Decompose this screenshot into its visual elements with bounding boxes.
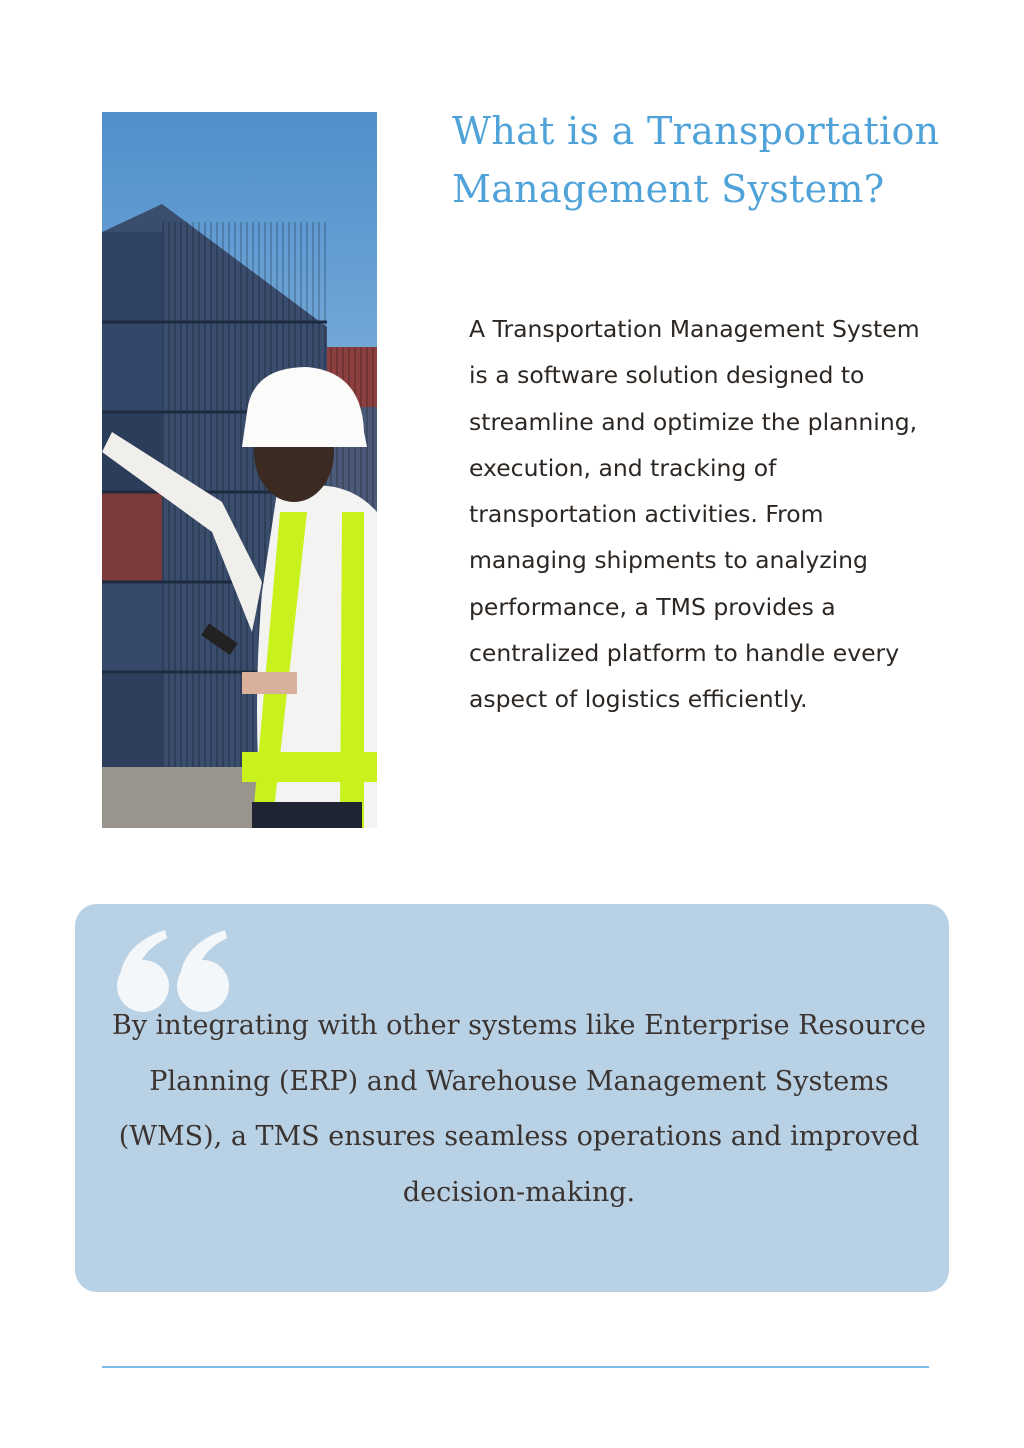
quote-callout bbox=[75, 904, 949, 1292]
quote-text: By integrating with other systems like Enterprise Resource Planning (ERP) and Warehouse Management Systems (WMS), a TMS ensures seamless operations and improved decision-making. bbox=[111, 1010, 926, 1208]
page-title bbox=[452, 102, 972, 218]
worker-photo-illustration bbox=[102, 112, 377, 828]
footer-divider bbox=[102, 1366, 929, 1368]
intro-paragraph: A Transportation Management System is a software solution designed to streamline and optimize the planning, execution, and tracking of transportation activities. From managing shipments to analyzing performance, a TMS provides a centralized platform to handle every aspect of logistics efficiently. bbox=[469, 315, 920, 714]
title-line-1: What is a Transportation bbox=[452, 109, 940, 153]
container-yard-photo bbox=[102, 112, 377, 828]
title-line-2: Management System? bbox=[452, 167, 885, 211]
